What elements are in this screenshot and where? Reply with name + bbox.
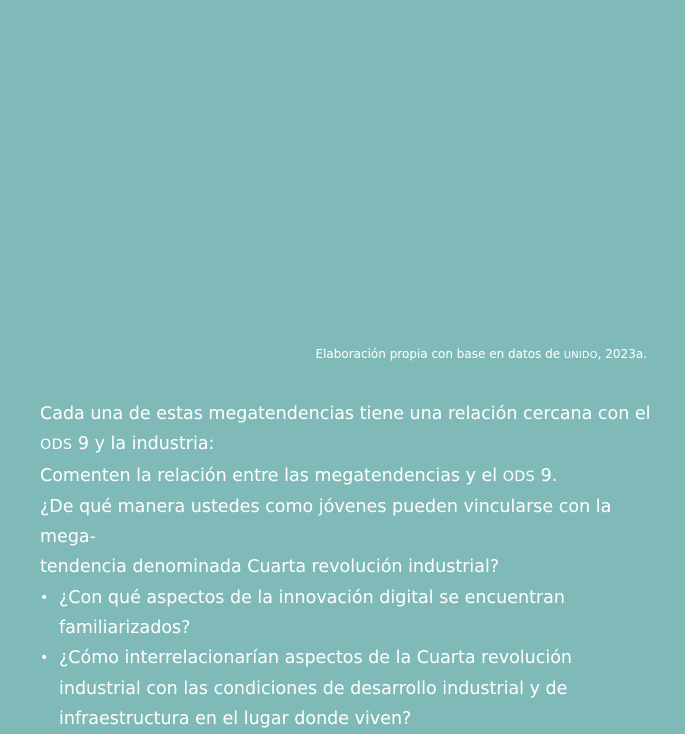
question-text: ¿Cómo interrelacionarían aspectos de la Cuarta revolución industrial con las condiciones de desarrollo industrial y de infraestructura en el lugar donde viven? [59, 648, 573, 729]
question-list [40, 583, 670, 734]
prompt-2-line-2: tendencia denominada Cuarta revolución industrial? [40, 557, 500, 578]
source-note-org: UNIDO [563, 350, 598, 361]
bullet-icon: • [40, 650, 49, 667]
prompt-1 [40, 461, 670, 492]
question-item [40, 583, 579, 644]
question-text: ¿Con qué aspectos de la innovación digital se encuentran familiarizados? [59, 587, 565, 639]
source-note [315, 347, 647, 361]
question-item [40, 643, 589, 734]
intro-paragraph [40, 399, 670, 461]
prompt-2-line-1: ¿De qué manera ustedes como jóvenes pueden vincularse con la mega- [40, 496, 612, 548]
source-note-suffix: , 2023a. [597, 347, 647, 361]
prompt-1-ods: ODS [502, 468, 536, 485]
bullet-icon: • [40, 589, 49, 606]
image-placeholder-area [0, 0, 685, 340]
intro-ods: ODS [40, 437, 73, 454]
activity-text [40, 399, 670, 734]
prompt-2 [40, 492, 670, 583]
intro-line-1: Cada una de estas megatendencias tiene una relación cercana con el [40, 404, 651, 424]
source-note-prefix: Elaboración propia con base en datos de [315, 347, 564, 361]
prompt-1-suffix: 9. [535, 465, 558, 486]
intro-line-2: 9 y la industria: [72, 434, 215, 455]
prompt-1-prefix: Comenten la relación entre las megatendencias y el [40, 465, 503, 486]
